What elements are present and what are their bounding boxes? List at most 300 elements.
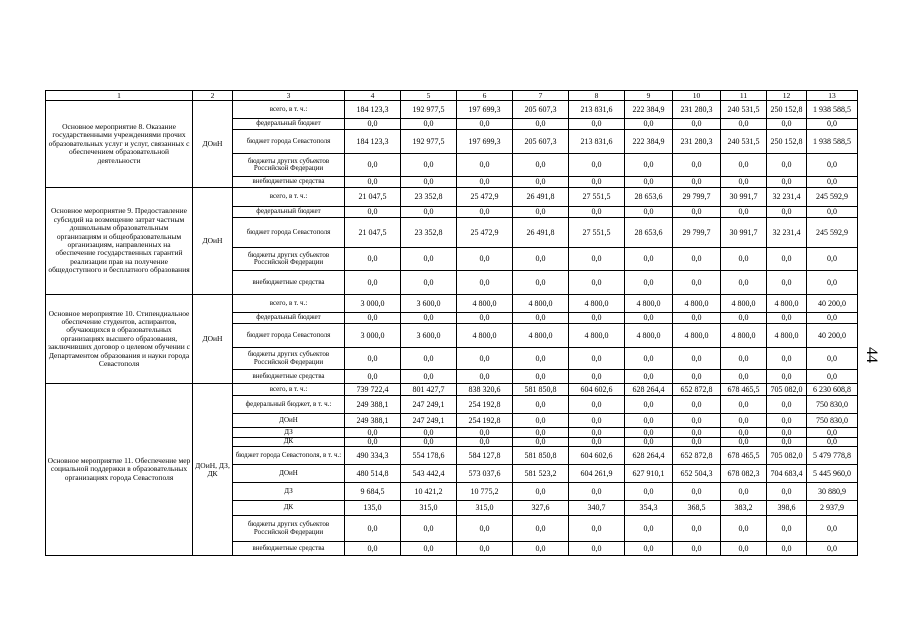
value-cell: 0,0: [673, 271, 721, 295]
value-cell: 0,0: [569, 428, 625, 438]
column-header: 10: [673, 91, 721, 101]
value-cell: 0,0: [457, 542, 513, 556]
value-cell: 801 427,7: [401, 384, 457, 396]
value-cell: 581 523,2: [513, 465, 569, 483]
value-cell: 247 249,1: [401, 396, 457, 414]
value-cell: 0,0: [767, 396, 807, 414]
value-cell: 0,0: [767, 313, 807, 324]
funding-source-label: внебюджетные средства: [233, 177, 345, 188]
value-cell: 0,0: [457, 119, 513, 130]
value-cell: 0,0: [345, 516, 401, 542]
value-cell: 32 231,4: [767, 188, 807, 207]
value-cell: 4 800,0: [767, 295, 807, 313]
value-cell: 30 991,7: [721, 188, 767, 207]
value-cell: 0,0: [673, 207, 721, 218]
value-cell: 4 800,0: [457, 324, 513, 348]
value-cell: 0,0: [625, 248, 673, 271]
funding-source-label: внебюджетные средства: [233, 370, 345, 384]
value-cell: 10 775,2: [457, 483, 513, 501]
value-cell: 0,0: [513, 154, 569, 177]
funding-source-label: ДК: [233, 438, 345, 447]
value-cell: 0,0: [513, 348, 569, 370]
value-cell: 4 800,0: [721, 295, 767, 313]
value-cell: 0,0: [625, 516, 673, 542]
value-cell: 0,0: [345, 177, 401, 188]
value-cell: 0,0: [721, 207, 767, 218]
value-cell: 0,0: [673, 438, 721, 447]
value-cell: 222 384,9: [625, 130, 673, 154]
value-cell: 652 872,8: [673, 447, 721, 465]
value-cell: 554 178,6: [401, 447, 457, 465]
value-cell: 490 334,3: [345, 447, 401, 465]
value-cell: 249 388,1: [345, 414, 401, 428]
table-row: [46, 188, 858, 207]
value-cell: 0,0: [807, 248, 858, 271]
value-cell: 0,0: [513, 414, 569, 428]
funding-source-label: бюджет города Севастополя: [233, 324, 345, 348]
value-cell: 0,0: [457, 428, 513, 438]
value-cell: 0,0: [721, 542, 767, 556]
value-cell: 21 047,5: [345, 218, 401, 248]
value-cell: 0,0: [807, 542, 858, 556]
funding-source-label: ДЗ: [233, 483, 345, 501]
value-cell: 0,0: [569, 313, 625, 324]
funding-source-label: всего, в т. ч.:: [233, 188, 345, 207]
value-cell: 0,0: [345, 271, 401, 295]
value-cell: 0,0: [513, 119, 569, 130]
value-cell: 0,0: [345, 313, 401, 324]
value-cell: 28 653,6: [625, 188, 673, 207]
header-row: [46, 91, 858, 101]
value-cell: 0,0: [401, 542, 457, 556]
funding-source-label: ДОиН: [233, 414, 345, 428]
activity-description: Основное мероприятие 11. Обеспечение мер социальной поддержки в образовательных организациях города Севастополя: [46, 384, 193, 556]
value-cell: 192 977,5: [401, 130, 457, 154]
funding-source-label: федеральный бюджет: [233, 313, 345, 324]
value-cell: 0,0: [721, 313, 767, 324]
value-cell: 0,0: [767, 428, 807, 438]
value-cell: 4 800,0: [625, 324, 673, 348]
value-cell: 628 264,4: [625, 447, 673, 465]
value-cell: 0,0: [767, 207, 807, 218]
value-cell: 0,0: [569, 516, 625, 542]
value-cell: 604 602,6: [569, 447, 625, 465]
executor-cell: ДОиН: [193, 101, 233, 188]
value-cell: 184 123,3: [345, 130, 401, 154]
value-cell: 0,0: [807, 177, 858, 188]
value-cell: 315,0: [457, 501, 513, 516]
value-cell: 30 991,7: [721, 218, 767, 248]
value-cell: 0,0: [345, 154, 401, 177]
value-cell: 0,0: [513, 207, 569, 218]
value-cell: 0,0: [345, 248, 401, 271]
value-cell: 10 421,2: [401, 483, 457, 501]
value-cell: 480 514,8: [345, 465, 401, 483]
value-cell: 0,0: [807, 438, 858, 447]
value-cell: 2 937,9: [807, 501, 858, 516]
value-cell: 750 830,0: [807, 414, 858, 428]
value-cell: 0,0: [569, 396, 625, 414]
value-cell: 222 384,9: [625, 101, 673, 119]
value-cell: 0,0: [673, 542, 721, 556]
value-cell: 0,0: [513, 542, 569, 556]
value-cell: 0,0: [625, 414, 673, 428]
value-cell: 245 592,9: [807, 218, 858, 248]
table-row: [46, 295, 858, 313]
table-row: [46, 101, 858, 119]
value-cell: 250 152,8: [767, 130, 807, 154]
value-cell: 0,0: [569, 348, 625, 370]
value-cell: 584 127,8: [457, 447, 513, 465]
value-cell: 0,0: [673, 483, 721, 501]
value-cell: 0,0: [807, 154, 858, 177]
value-cell: 0,0: [345, 207, 401, 218]
value-cell: 205 607,3: [513, 101, 569, 119]
value-cell: 0,0: [513, 396, 569, 414]
value-cell: 0,0: [767, 177, 807, 188]
value-cell: 678 082,3: [721, 465, 767, 483]
value-cell: 652 504,3: [673, 465, 721, 483]
value-cell: 0,0: [625, 348, 673, 370]
funding-source-label: всего, в т. ч.:: [233, 295, 345, 313]
value-cell: 5 445 960,0: [807, 465, 858, 483]
value-cell: 581 850,8: [513, 447, 569, 465]
value-cell: 581 850,8: [513, 384, 569, 396]
value-cell: 0,0: [673, 177, 721, 188]
column-header: 11: [721, 91, 767, 101]
value-cell: 0,0: [401, 248, 457, 271]
value-cell: 0,0: [673, 516, 721, 542]
value-cell: 0,0: [807, 370, 858, 384]
value-cell: 627 910,1: [625, 465, 673, 483]
value-cell: 678 465,5: [721, 447, 767, 465]
value-cell: 0,0: [807, 271, 858, 295]
value-cell: 0,0: [673, 154, 721, 177]
value-cell: 197 699,3: [457, 130, 513, 154]
value-cell: 249 388,1: [345, 396, 401, 414]
funding-source-label: бюджет города Севастополя, в т. ч.:: [233, 447, 345, 465]
value-cell: 0,0: [721, 370, 767, 384]
executor-cell: ДОиН: [193, 188, 233, 295]
value-cell: 0,0: [401, 271, 457, 295]
value-cell: 0,0: [807, 119, 858, 130]
value-cell: 4 800,0: [569, 324, 625, 348]
value-cell: 29 799,7: [673, 218, 721, 248]
value-cell: 0,0: [625, 396, 673, 414]
value-cell: 4 800,0: [513, 295, 569, 313]
value-cell: 213 831,6: [569, 101, 625, 119]
value-cell: 0,0: [569, 370, 625, 384]
funding-source-label: бюджеты других субъектов Российской Федерации: [233, 516, 345, 542]
value-cell: 0,0: [721, 438, 767, 447]
value-cell: 315,0: [401, 501, 457, 516]
value-cell: 5 479 778,8: [807, 447, 858, 465]
value-cell: 0,0: [401, 154, 457, 177]
value-cell: 231 280,3: [673, 101, 721, 119]
value-cell: 21 047,5: [345, 188, 401, 207]
value-cell: 0,0: [721, 516, 767, 542]
value-cell: 3 000,0: [345, 324, 401, 348]
value-cell: 0,0: [721, 119, 767, 130]
value-cell: 40 200,0: [807, 295, 858, 313]
value-cell: 0,0: [807, 207, 858, 218]
value-cell: 0,0: [457, 177, 513, 188]
value-cell: 0,0: [457, 207, 513, 218]
value-cell: 0,0: [345, 370, 401, 384]
column-header: 9: [625, 91, 673, 101]
value-cell: 0,0: [569, 177, 625, 188]
value-cell: 0,0: [345, 119, 401, 130]
value-cell: 0,0: [457, 516, 513, 542]
executor-cell: ДОиН: [193, 295, 233, 384]
funding-source-label: федеральный бюджет: [233, 119, 345, 130]
funding-source-label: внебюджетные средства: [233, 542, 345, 556]
value-cell: 0,0: [401, 119, 457, 130]
value-cell: 9 684,5: [345, 483, 401, 501]
value-cell: 0,0: [721, 483, 767, 501]
value-cell: 0,0: [401, 370, 457, 384]
value-cell: 0,0: [807, 516, 858, 542]
value-cell: 0,0: [673, 414, 721, 428]
value-cell: 705 082,0: [767, 447, 807, 465]
value-cell: 0,0: [625, 370, 673, 384]
funding-source-label: федеральный бюджет, в т. ч.:: [233, 396, 345, 414]
value-cell: 4 800,0: [457, 295, 513, 313]
value-cell: 25 472,9: [457, 218, 513, 248]
value-cell: 4 800,0: [513, 324, 569, 348]
column-header: 4: [345, 91, 401, 101]
value-cell: 0,0: [401, 207, 457, 218]
value-cell: 0,0: [457, 370, 513, 384]
value-cell: 0,0: [767, 483, 807, 501]
value-cell: 4 800,0: [767, 324, 807, 348]
table-body: [46, 91, 858, 556]
value-cell: 604 261,9: [569, 465, 625, 483]
value-cell: 0,0: [767, 542, 807, 556]
value-cell: 704 683,4: [767, 465, 807, 483]
value-cell: 0,0: [569, 119, 625, 130]
table-row: [46, 384, 858, 396]
value-cell: 0,0: [401, 438, 457, 447]
column-header: 5: [401, 91, 457, 101]
value-cell: 838 320,6: [457, 384, 513, 396]
value-cell: 0,0: [401, 428, 457, 438]
value-cell: 0,0: [569, 271, 625, 295]
value-cell: 4 800,0: [673, 295, 721, 313]
value-cell: 398,6: [767, 501, 807, 516]
value-cell: 205 607,3: [513, 130, 569, 154]
executor-cell: ДОиН, ДЗ, ДК: [193, 384, 233, 556]
value-cell: 0,0: [673, 370, 721, 384]
value-cell: 0,0: [625, 177, 673, 188]
value-cell: 0,0: [345, 348, 401, 370]
value-cell: 0,0: [625, 542, 673, 556]
value-cell: 245 592,9: [807, 188, 858, 207]
value-cell: 0,0: [767, 348, 807, 370]
value-cell: 0,0: [673, 119, 721, 130]
funding-source-label: всего, в т. ч.:: [233, 101, 345, 119]
value-cell: 0,0: [767, 248, 807, 271]
value-cell: 0,0: [721, 248, 767, 271]
column-header: 6: [457, 91, 513, 101]
value-cell: 0,0: [513, 428, 569, 438]
value-cell: 0,0: [625, 438, 673, 447]
value-cell: 0,0: [457, 348, 513, 370]
value-cell: 192 977,5: [401, 101, 457, 119]
value-cell: 4 800,0: [625, 295, 673, 313]
value-cell: 1 938 588,5: [807, 130, 858, 154]
value-cell: 0,0: [767, 370, 807, 384]
value-cell: 0,0: [457, 438, 513, 447]
value-cell: 0,0: [721, 396, 767, 414]
budget-table: [45, 90, 858, 556]
value-cell: 0,0: [807, 428, 858, 438]
funding-source-label: бюджет города Севастополя: [233, 218, 345, 248]
value-cell: 0,0: [513, 438, 569, 447]
funding-source-label: федеральный бюджет: [233, 207, 345, 218]
page-number: 44: [863, 347, 880, 363]
value-cell: 184 123,3: [345, 101, 401, 119]
value-cell: 0,0: [513, 271, 569, 295]
value-cell: 3 000,0: [345, 295, 401, 313]
value-cell: 0,0: [345, 428, 401, 438]
value-cell: 240 531,5: [721, 130, 767, 154]
value-cell: 250 152,8: [767, 101, 807, 119]
value-cell: 0,0: [513, 516, 569, 542]
value-cell: 0,0: [569, 438, 625, 447]
value-cell: 652 872,8: [673, 384, 721, 396]
value-cell: 543 442,4: [401, 465, 457, 483]
value-cell: 0,0: [721, 428, 767, 438]
value-cell: 213 831,6: [569, 130, 625, 154]
value-cell: 0,0: [721, 154, 767, 177]
column-header: 3: [233, 91, 345, 101]
value-cell: 0,0: [767, 438, 807, 447]
value-cell: 27 551,5: [569, 188, 625, 207]
value-cell: 0,0: [767, 119, 807, 130]
value-cell: 678 465,5: [721, 384, 767, 396]
value-cell: 0,0: [673, 428, 721, 438]
value-cell: 0,0: [721, 414, 767, 428]
value-cell: 4 800,0: [721, 324, 767, 348]
value-cell: 573 037,6: [457, 465, 513, 483]
funding-source-label: бюджеты других субъектов Российской Федерации: [233, 248, 345, 271]
value-cell: 0,0: [457, 154, 513, 177]
value-cell: 604 602,6: [569, 384, 625, 396]
value-cell: 0,0: [625, 154, 673, 177]
funding-source-label: ДЗ: [233, 428, 345, 438]
value-cell: 0,0: [569, 542, 625, 556]
value-cell: 327,6: [513, 501, 569, 516]
value-cell: 240 531,5: [721, 101, 767, 119]
value-cell: 0,0: [513, 483, 569, 501]
value-cell: 0,0: [345, 542, 401, 556]
value-cell: 0,0: [767, 154, 807, 177]
value-cell: 6 230 608,8: [807, 384, 858, 396]
value-cell: 254 192,8: [457, 396, 513, 414]
funding-source-label: бюджеты других субъектов Российской Федерации: [233, 348, 345, 370]
value-cell: 135,0: [345, 501, 401, 516]
value-cell: 750 830,0: [807, 396, 858, 414]
funding-source-label: ДК: [233, 501, 345, 516]
funding-source-label: бюджет города Севастополя: [233, 130, 345, 154]
value-cell: 25 472,9: [457, 188, 513, 207]
activity-description: Основное мероприятие 10. Стипендиальное обеспечение студентов, аспирантов, обучающихся в образовательных организациях высшего образования, заключивших договор о целевом обучении с Департаментом образования и науки города Севастополя: [46, 295, 193, 384]
funding-source-label: ДОиН: [233, 465, 345, 483]
column-header: 13: [807, 91, 858, 101]
value-cell: 0,0: [721, 177, 767, 188]
value-cell: 30 880,9: [807, 483, 858, 501]
value-cell: 28 653,6: [625, 218, 673, 248]
activity-description: Основное мероприятие 8. Оказание государственными учреждениями прочих образовательных услуг и услуг, связанных с обеспечением образовательной деятельности: [46, 101, 193, 188]
value-cell: 0,0: [625, 207, 673, 218]
value-cell: 0,0: [569, 248, 625, 271]
value-cell: 32 231,4: [767, 218, 807, 248]
value-cell: 0,0: [625, 119, 673, 130]
value-cell: 0,0: [401, 313, 457, 324]
value-cell: 0,0: [457, 313, 513, 324]
value-cell: 368,5: [673, 501, 721, 516]
value-cell: 0,0: [513, 248, 569, 271]
value-cell: 254 192,8: [457, 414, 513, 428]
value-cell: 340,7: [569, 501, 625, 516]
value-cell: 3 600,0: [401, 295, 457, 313]
value-cell: 0,0: [767, 414, 807, 428]
value-cell: 29 799,7: [673, 188, 721, 207]
value-cell: 0,0: [673, 396, 721, 414]
value-cell: 3 600,0: [401, 324, 457, 348]
value-cell: 0,0: [767, 271, 807, 295]
value-cell: 4 800,0: [569, 295, 625, 313]
activity-description: Основное мероприятие 9. Предоставление субсидий на возмещение затрат частным дошкольным образовательным организациям и общеобразовательным организациям, направленных на обеспечение государственных гарантий реализации прав на получение общедоступного и бесплатного образования: [46, 188, 193, 295]
value-cell: 0,0: [457, 248, 513, 271]
value-cell: 0,0: [807, 313, 858, 324]
value-cell: 0,0: [513, 177, 569, 188]
value-cell: 231 280,3: [673, 130, 721, 154]
value-cell: 0,0: [569, 483, 625, 501]
value-cell: 739 722,4: [345, 384, 401, 396]
value-cell: 0,0: [401, 516, 457, 542]
value-cell: 628 264,4: [625, 384, 673, 396]
funding-source-label: всего, в т. ч.:: [233, 384, 345, 396]
value-cell: 0,0: [457, 271, 513, 295]
column-header: 2: [193, 91, 233, 101]
value-cell: 26 491,8: [513, 218, 569, 248]
value-cell: 0,0: [625, 313, 673, 324]
value-cell: 0,0: [807, 348, 858, 370]
value-cell: 0,0: [625, 428, 673, 438]
value-cell: 247 249,1: [401, 414, 457, 428]
value-cell: 0,0: [625, 483, 673, 501]
column-header: 8: [569, 91, 625, 101]
value-cell: 0,0: [673, 348, 721, 370]
column-header: 7: [513, 91, 569, 101]
value-cell: 0,0: [569, 207, 625, 218]
column-header: 1: [46, 91, 193, 101]
value-cell: 4 800,0: [673, 324, 721, 348]
funding-source-label: внебюджетные средства: [233, 271, 345, 295]
value-cell: 0,0: [625, 271, 673, 295]
value-cell: 23 352,8: [401, 218, 457, 248]
funding-source-label: бюджеты других субъектов Российской Федерации: [233, 154, 345, 177]
value-cell: 354,3: [625, 501, 673, 516]
value-cell: 0,0: [721, 271, 767, 295]
value-cell: 23 352,8: [401, 188, 457, 207]
value-cell: 26 491,8: [513, 188, 569, 207]
value-cell: 0,0: [569, 154, 625, 177]
value-cell: 0,0: [401, 348, 457, 370]
value-cell: 197 699,3: [457, 101, 513, 119]
